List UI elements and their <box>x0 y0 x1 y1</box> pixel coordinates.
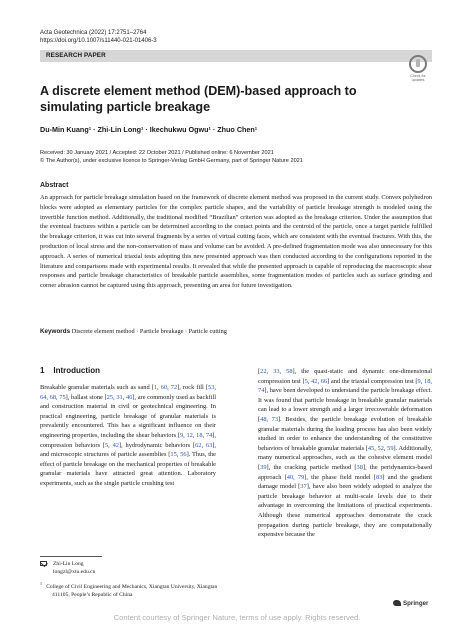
corresponding-email[interactable]: longzl@xtu.edu.cn <box>53 569 96 575</box>
citation-link[interactable]: 74 <box>205 431 213 439</box>
citation-link[interactable]: 18 <box>424 377 431 385</box>
author-list: Du-Min Kuang¹ · Zhi-Lin Long¹ · Ikechukwu Ogwu¹ · Zhuo Chen¹ <box>40 125 258 134</box>
citation-link[interactable]: 73 <box>271 415 279 423</box>
citation-link[interactable]: 62 <box>195 441 202 449</box>
citation-link[interactable]: 12 <box>186 431 193 439</box>
crossmark-icon <box>409 55 427 73</box>
affiliation-text: College of Civil Engineering and Mechanics, Xiangtan University, Xiangtan 411105, People’s Republic of China <box>46 583 218 598</box>
doi-link[interactable]: https://doi.org/10.1007/s11440-021-01406-3 <box>40 38 157 44</box>
citation-link[interactable]: 63 <box>205 441 213 449</box>
citation-link[interactable]: 42 <box>311 377 318 385</box>
crossmark-label: Check for updates <box>410 74 426 82</box>
citation-link[interactable]: 38 <box>356 463 363 471</box>
crossmark-badge[interactable] <box>404 55 432 82</box>
citation-link[interactable]: 59 <box>387 444 394 452</box>
article-type-bar <box>40 50 432 62</box>
footnote-divider <box>40 556 102 557</box>
citation-link[interactable]: 74 <box>258 387 265 395</box>
publisher-logo <box>393 600 428 607</box>
citation-link[interactable]: 22 <box>260 368 267 375</box>
footnotes <box>40 560 230 599</box>
publisher-name: Springer <box>403 600 429 607</box>
corresponding-name: Zhi-Lin Long <box>53 561 84 567</box>
envelope-icon <box>40 561 47 566</box>
citation-link[interactable]: 72 <box>170 384 178 391</box>
citation-link[interactable]: 45 <box>367 444 375 452</box>
keywords-text: Discrete element method · Particle breakage · Particle cutting <box>71 328 227 335</box>
citation-link[interactable]: 60 <box>160 384 168 391</box>
citation-link[interactable]: 83 <box>376 473 383 481</box>
citation-link[interactable]: 33 <box>273 368 280 375</box>
citation-link[interactable]: 31 <box>116 393 123 401</box>
keywords-line <box>40 328 432 335</box>
abstract-heading: Abstract <box>40 182 69 189</box>
citation-link[interactable]: 18 <box>196 431 203 439</box>
citation-link[interactable]: 39 <box>260 463 267 471</box>
corresponding-author <box>40 560 230 568</box>
affiliation-number: 1 <box>40 581 42 586</box>
citation-link[interactable]: 66 <box>320 377 328 385</box>
intro-column-left: Breakable granular materials such as sand [1, 60, 72], rock fill [53, 64, 68, 75], ballast stone [25, 31, 46], are commonly used as backfill and construction material in civil or geotechnical engineering. In practical engineering, particle breakage of granular materials is prevalently encountered. This has a significant influence on their engineering properties, including the shear behaviors [9, 12, 18, 74], compression behaviors [5, 42], hydrodynamic behaviors [62, 63], and microscopic structures of particle assemblies [15, 56]. Thus, the effect of particle breakage on the mechanical properties of breakable granular materials have attracted great attention. Laboratory experiments, such as the single particle crushing test <box>40 384 217 487</box>
publication-dates: Received: 30 January 2021 / Accepted: 22 October 2021 / Published online: 6 November 2021 <box>40 150 274 156</box>
citation-link[interactable]: 40 <box>286 473 294 481</box>
citation-link[interactable]: 46 <box>125 393 133 401</box>
copyright-notice: © The Author(s), under exclusive licence to Springer-Verlag GmbH Germany, part of Springer Nature 2021 <box>40 158 303 164</box>
citation-link[interactable]: 5 <box>304 377 308 385</box>
intro-column-right: [22, 33, 58], the quasi-static and dynamic one-dimensional compression test [5, 42, 66] and the triaxial compression test [9, 18, 74], have been developed to understand the particle breakage effect. It was found that particle breakage in breakable granular materials can lead to a lower strength and a larger irrecoverable deformation [48, 73]. Besides, the particle breakage evolution of breakable granular materials during the loading process has also been widely studied in order to enhance the understanding of the constitutive behaviors of breakable granular materials [45, 52, 59]. Additionally, many numerical approaches, such as the cohesive element model [39], the cracking particle method [38], the peridynamics-based approach [40, 79], the phase field model [83] and the gradient damage model [37], have also been widely adopted to analyze the particle breakage behavior at multi-scale levels due to their advantage in overcoming the limitations of practical experiments. Although these numerical approaches demonstrate the crack propagation during particle breakage, they are computationally expensive because the <box>258 368 433 539</box>
citation-link[interactable]: 9 <box>179 431 184 439</box>
citation-link[interactable]: 53 <box>208 384 215 391</box>
citation-link[interactable]: 52 <box>377 444 384 452</box>
courtesy-watermark: Content courtesy of Springer Nature, terms of use apply. Rights reserved. <box>113 613 361 622</box>
article-type-label: RESEARCH PAPER <box>46 52 106 59</box>
citation-link[interactable]: 9 <box>417 377 421 385</box>
citation-link[interactable]: 75 <box>59 393 66 401</box>
citation-link[interactable]: 56 <box>180 451 187 459</box>
section-heading <box>40 366 100 375</box>
springer-horse-icon <box>393 600 401 606</box>
section-title: Introduction <box>53 366 100 375</box>
citation-link[interactable]: 42 <box>112 441 119 449</box>
citation-link[interactable]: 64 <box>40 393 47 401</box>
citation-link[interactable]: 1 <box>153 384 158 391</box>
keywords-label: Keywords <box>40 328 71 335</box>
paper-title: A discrete element method (DEM)-based approach to simulating particle breakage <box>40 84 357 114</box>
citation-link[interactable]: 25 <box>106 393 114 401</box>
affiliation <box>40 580 230 599</box>
section-number: 1 <box>40 366 45 375</box>
citation-link[interactable]: 15 <box>170 451 177 459</box>
abstract-text: An approach for particle breakage simulation based on the framework of discrete element method was proposed in the current study. Convex polyhedron blocks were adopted as elementary particles for the complex particle shapes, and the variability of particle breakage strength is modeled using the invertible function method. Additionally, the traditional modified “Brazilian” criterion was adopted as the breakage criterion. Under the assumption that the eventual fractures within a particle can be determined according to the contact points and the centroid of the particle, once a target particle fulfilled the breakage criterion, it was cut into several fragments by a series of virtual cutting faces, which are consistent with the eventual fractures. With this, the production of local stress and the non-conservation of mass and volume can be avoided. A pre-defined fragmentation mode was also unnecessary for this approach. A series of numerical triaxial tests adopting this new presented approach was then conducted according to the configurations reported in the literature and comparisons made with experimental results. It revealed that while the presented approach is capable of reproducing the macroscopic shear responses and particle breakage characteristics of breakable particle assemblies, some fragmentation modes of particles such as surface grinding and corner abrasion cannot be captured using this approach, presenting an area for future investigation. <box>40 194 432 290</box>
publication-meta <box>40 149 303 165</box>
citation-link[interactable]: 58 <box>286 368 293 375</box>
citation-link[interactable]: 5 <box>104 441 109 449</box>
citation-link[interactable]: 79 <box>297 473 305 481</box>
citation-link[interactable]: 68 <box>49 393 57 401</box>
journal-reference <box>40 29 157 45</box>
journal-citation: Acta Geotechnica (2022) 17:2751–2764 <box>40 30 147 36</box>
citation-link[interactable]: 37 <box>300 483 307 491</box>
citation-link[interactable]: 48 <box>260 415 267 423</box>
